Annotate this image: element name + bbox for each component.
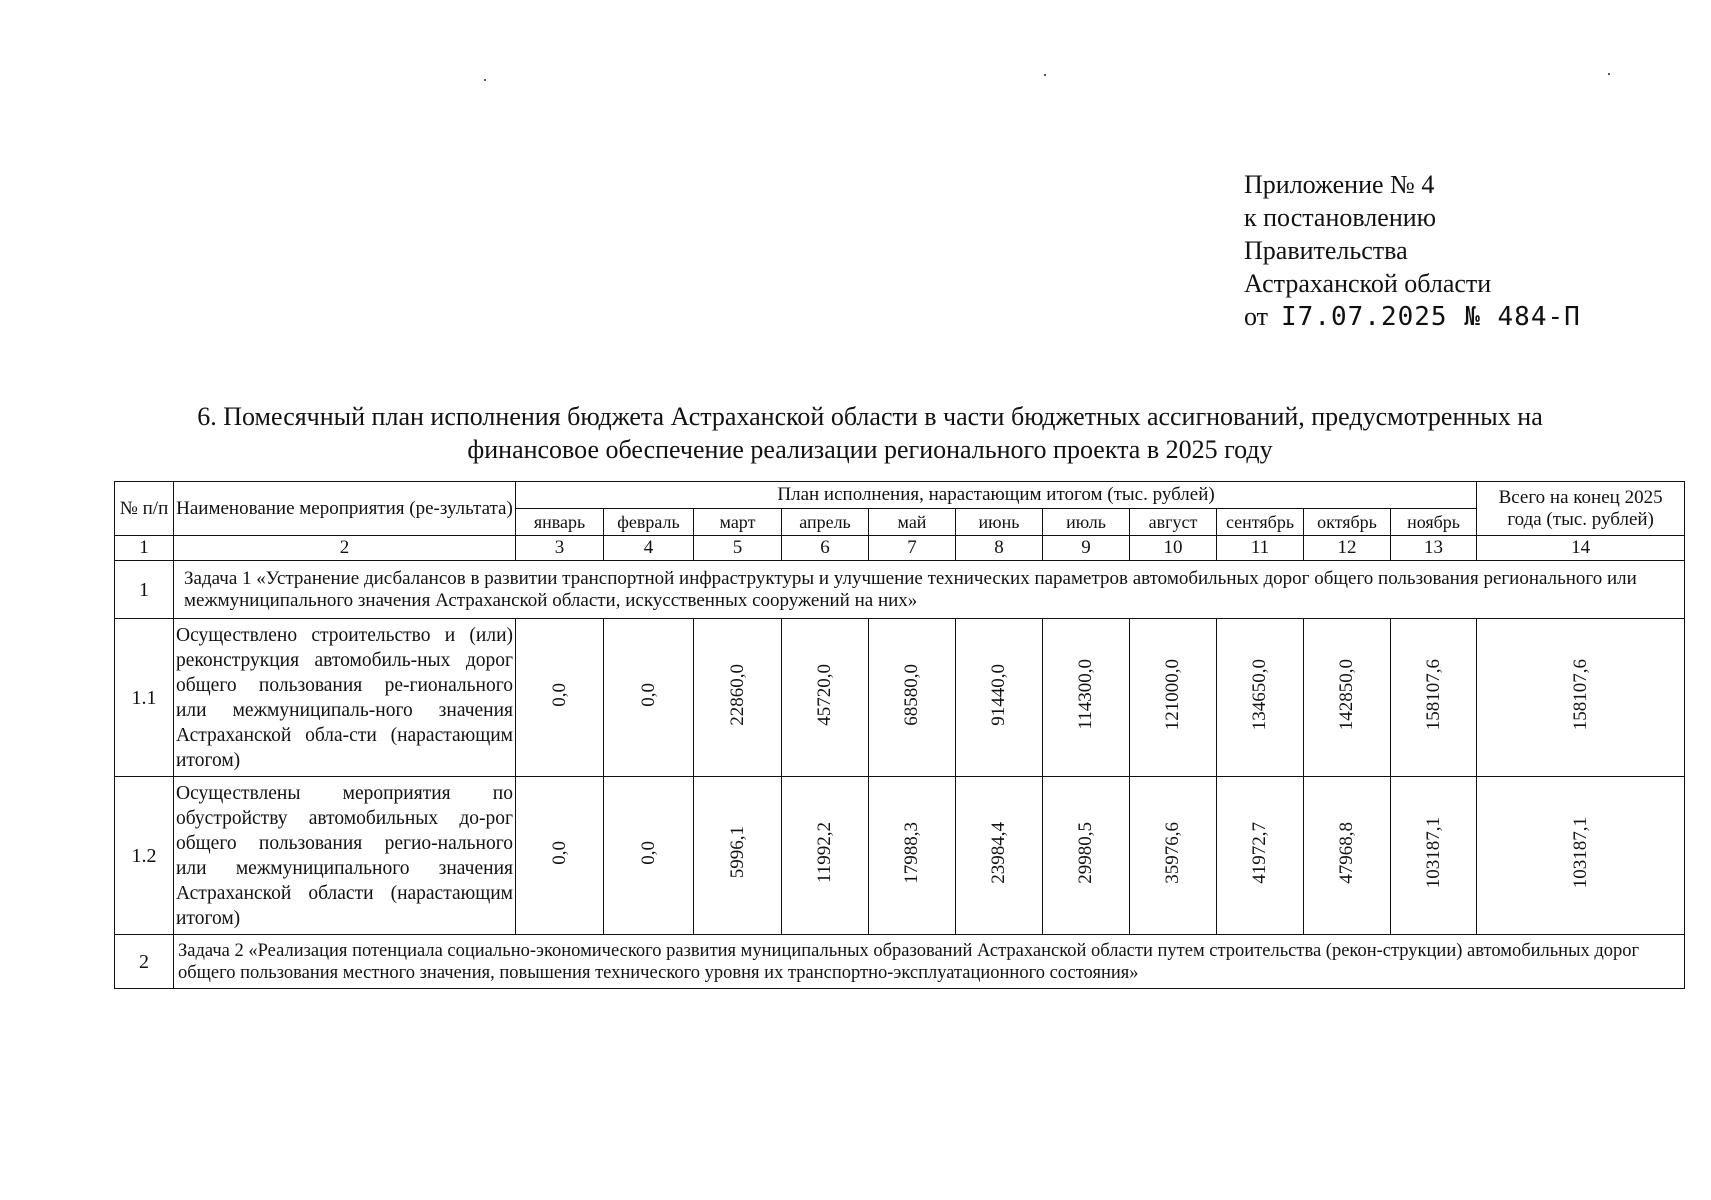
column-number: 1: [115, 536, 174, 561]
appendix-line: Правительства: [1244, 236, 1408, 265]
month-header: июнь: [956, 509, 1043, 536]
month-header: октябрь: [1304, 509, 1391, 536]
document-title: [120, 400, 1620, 466]
value-text: 0,0: [548, 682, 570, 707]
value-text: 35976,6: [1162, 821, 1183, 884]
header-plan: План исполнения, нарастающим итогом (тыс. рублей): [516, 482, 1477, 509]
column-number: 5: [694, 536, 782, 561]
value-cell: [1043, 619, 1130, 777]
value-text: 0,0: [637, 840, 659, 865]
total-text: 158107,6: [1569, 658, 1591, 731]
task-row: [115, 935, 1685, 989]
value-cell: [956, 619, 1043, 777]
value-text: 0,0: [637, 682, 659, 707]
value-cell: [1304, 619, 1391, 777]
value-cell: [1391, 777, 1477, 935]
total-cell: [1477, 619, 1685, 777]
row-number: 1.2: [115, 777, 174, 935]
row-name: Осуществлено строительство и (или) реконструкция автомобиль-ных дорог общего пользования ре-гионального или межмуниципаль-ного значения Астраханской обла-сти (нарастающим итогом): [174, 619, 516, 777]
column-number: 12: [1304, 536, 1391, 561]
column-number: 3: [516, 536, 604, 561]
value-cell: [1304, 777, 1391, 935]
value-text: 11992,2: [814, 821, 835, 884]
value-text: 5996,1: [726, 826, 748, 879]
value-text: 142850,0: [1336, 658, 1357, 731]
month-header: май: [869, 509, 956, 536]
value-cell: [956, 777, 1043, 935]
month-header: январь: [516, 509, 604, 536]
column-number: 8: [956, 536, 1043, 561]
value-text: 41972,7: [1249, 821, 1270, 884]
value-text: 91440,0: [988, 663, 1009, 726]
value-text: 0,0: [548, 840, 570, 865]
appendix-date-prefix: от: [1244, 302, 1269, 331]
column-number: 11: [1217, 536, 1304, 561]
value-cell: [516, 619, 604, 777]
scan-speck: [1608, 73, 1610, 75]
month-header: апрель: [782, 509, 869, 536]
value-cell: [694, 777, 782, 935]
value-text: 17988,3: [901, 821, 922, 884]
value-text: 103187,1: [1422, 816, 1444, 889]
value-text: 47968,8: [1336, 821, 1357, 884]
table-row: [115, 777, 1685, 935]
value-text: 22860,0: [726, 663, 748, 726]
column-number: 13: [1391, 536, 1477, 561]
value-text: 29980,5: [1075, 821, 1096, 884]
task-number: 1: [115, 561, 174, 619]
month-header: сентябрь: [1217, 509, 1304, 536]
column-number: 14: [1477, 536, 1685, 561]
appendix-line: Приложение № 4: [1244, 170, 1435, 199]
total-text: 103187,1: [1569, 816, 1591, 889]
total-cell: [1477, 777, 1685, 935]
title-line-2: финансовое обеспечение реализации регионального проекта в 2025 году: [467, 435, 1273, 464]
value-text: 114300,0: [1075, 659, 1096, 730]
month-header: июль: [1043, 509, 1130, 536]
value-cell: [1130, 777, 1217, 935]
month-header: август: [1130, 509, 1217, 536]
value-cell: [869, 777, 956, 935]
value-text: 121000,0: [1162, 658, 1183, 731]
value-text: 23984,4: [988, 821, 1009, 884]
column-number: 4: [604, 536, 694, 561]
task-text: Задача 2 «Реализация потенциала социально-экономического развития муниципальных образований Астраханской области путем строительства (рекон-струкции) автомобильных дорог общего пользования местного значения, повышения технического уровня их транспортно-эксплуатационного состояния»: [174, 935, 1685, 989]
value-text: 45720,0: [814, 663, 835, 726]
column-number: 9: [1043, 536, 1130, 561]
value-cell: [1391, 619, 1477, 777]
title-line-1: 6. Помесячный план исполнения бюджета Астраханской области в части бюджетных ассигнований, предусмотренных на: [197, 402, 1543, 431]
value-cell: [516, 777, 604, 935]
value-cell: [1217, 777, 1304, 935]
value-cell: [782, 777, 869, 935]
appendix-header: [1244, 168, 1581, 334]
column-number: 2: [174, 536, 516, 561]
column-number: 10: [1130, 536, 1217, 561]
header-name: Наименование мероприятия (ре-зультата): [174, 482, 516, 536]
column-number-row: [115, 536, 1685, 561]
row-name: Осуществлены мероприятия по обустройству автомобильных до-рог общего пользования регио-нального или межмуниципального значения Астраханской области (нарастающим итогом): [174, 777, 516, 935]
value-text: 158107,6: [1422, 658, 1444, 731]
value-text: 68580,0: [901, 663, 922, 726]
value-text: 134650,0: [1249, 658, 1270, 731]
decree-number-stamp: I7.07.2025 № 484-П: [1281, 302, 1581, 332]
table-row: [115, 619, 1685, 777]
header-num: № п/п: [115, 482, 174, 536]
header-total: Всего на конец 2025 года (тыс. рублей): [1477, 482, 1685, 536]
month-header: ноябрь: [1391, 509, 1477, 536]
task-text: Задача 1 «Устранение дисбалансов в развитии транспортной инфраструктуры и улучшение технических параметров автомобильных дорог общего пользования регионального или межмуниципального значения Астраханской области, искусственных сооружений на них»: [174, 561, 1685, 619]
budget-plan-table: [114, 481, 1685, 989]
value-cell: [1043, 777, 1130, 935]
task-row: [115, 561, 1685, 619]
column-number: 6: [782, 536, 869, 561]
appendix-line: к постановлению: [1244, 203, 1437, 232]
value-cell: [604, 619, 694, 777]
value-cell: [604, 777, 694, 935]
value-cell: [1130, 619, 1217, 777]
header-row: [115, 482, 1685, 509]
value-cell: [1217, 619, 1304, 777]
task-number: 2: [115, 935, 174, 989]
scan-speck: [1044, 74, 1046, 76]
month-header: март: [694, 509, 782, 536]
appendix-date-line: [1244, 300, 1581, 334]
appendix-line: Астраханской области: [1244, 269, 1492, 298]
column-number: 7: [869, 536, 956, 561]
value-cell: [782, 619, 869, 777]
value-cell: [694, 619, 782, 777]
scan-speck: [484, 79, 486, 81]
value-cell: [869, 619, 956, 777]
month-header: февраль: [604, 509, 694, 536]
row-number: 1.1: [115, 619, 174, 777]
